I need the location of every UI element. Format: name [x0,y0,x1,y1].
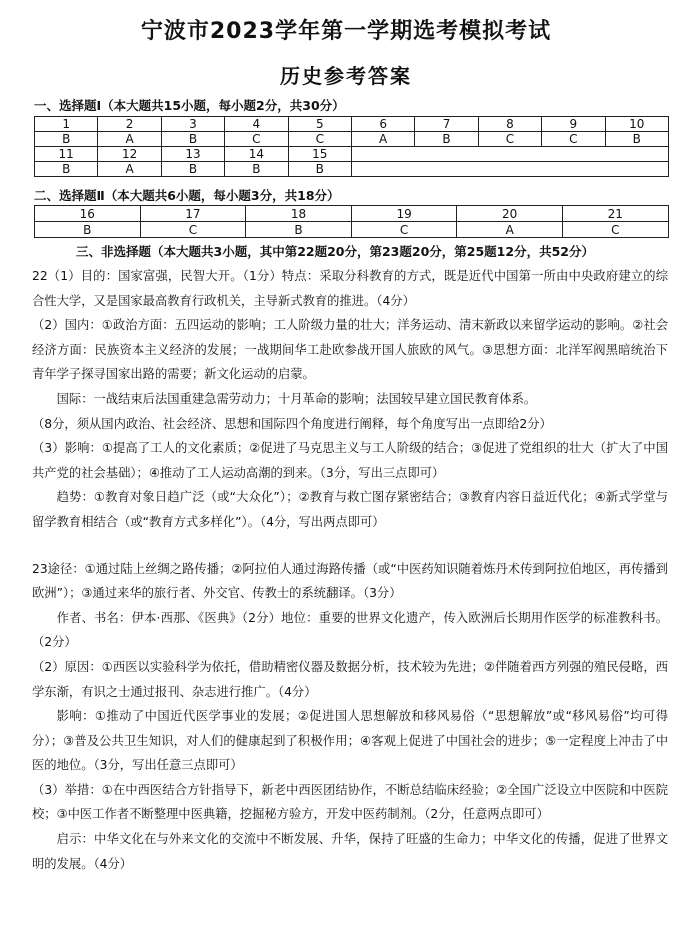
answer-cell: C [351,222,457,238]
question-number: 3 [161,117,224,132]
answer-cell: C [562,222,668,238]
table-row [35,147,669,162]
paragraph-q23-2-reason: （2）原因：①西医以实验科学为依托，借助精密仪器及数据分析，技术较为先进；②伴随着西方列强的殖民侵略，西学东渐，有识之士通过报刊、杂志进行推广。（4分） [32,659,668,699]
question-number: 14 [225,147,288,162]
answer-cell: B [415,132,478,147]
answer-key-title: 历史参考答案 [280,64,412,88]
table-row [35,206,669,222]
table-row [35,132,669,147]
question-number: 13 [161,147,224,162]
answer-cell: B [161,162,224,177]
question-number: 19 [351,206,457,222]
answer-cell: C [288,132,351,147]
answer-cell: B [246,222,352,238]
answer-cell: B [605,132,668,147]
question-number: 8 [478,117,541,132]
paragraph-q22-3-trend: 趋势：①教育对象日趋广泛（或“大众化”）；②教育与救亡图存紧密结合；③教育内容日益近代化；④新式学堂与留学教育相结合（或“教育方式多样化”）。（4分，写出两点即可） [32,490,668,529]
question-number: 5 [288,117,351,132]
paragraph-q22-2-international: 国际：一战结束后法国重建急需劳动力；十月革命的影响；法国较早建立国民教育体系。 [56,391,537,406]
answer-cell: B [35,162,98,177]
table-row [35,222,669,238]
answer-cell: A [457,222,563,238]
answer-cell: C [478,132,541,147]
question-number: 4 [225,117,288,132]
exam-title: 宁波市2023学年第一学期选考模拟考试 [140,19,552,44]
question-number: 15 [288,147,351,162]
question-number: 6 [351,117,414,132]
answer-cell: B [161,132,224,147]
section3-heading: 三、非选择题（本大题共3小题，其中第22题20分，第23题20分，第25题12分，共52分） [76,244,594,259]
section1-table [34,116,669,177]
question-number: 7 [415,117,478,132]
answer-cell: C [542,132,605,147]
section2-table [34,205,669,238]
table-row [35,117,669,132]
question-number: 12 [98,147,161,162]
paragraph-q22-2-domestic: （2）国内：①政治方面：五四运动的影响；工人阶级力量的壮大；洋务运动、清末新政以来留学运动的影响。②社会经济方面：民族资本主义经济的发展；一战期间华工赴欧参战开国人旅欧的风气。③思想方面：北洋军阀黑暗统治下青年学子探寻国家出路的需要；新文化运动的启蒙。 [32,318,668,382]
answer-cell: B [35,132,98,147]
paragraph-q23-3-insight: 启示：中华文化在与外来文化的交流中不断发展、升华，保持了旺盛的生命力；中华文化的传播，促进了世界文明的发展。（4分） [32,832,668,871]
question-number: 18 [246,206,352,222]
answer-cell: B [288,162,351,177]
answer-cell: C [140,222,246,238]
question-number: 9 [542,117,605,132]
answer-body [32,264,668,876]
paragraph-q22-1: 22（1）目的：国家富强，民智大开。（1分）特点：采取分科教育的方式，既是近代中国第一所由中央政府建立的综合性大学，又是国家最高教育行政机关，主导新式教育的推进。（4分） [32,269,668,308]
paragraph-q22-2-scoring: （8分，须从国内政治、社会经济、思想和国际四个角度进行阐释，每个角度写出一点即给2分） [32,416,552,431]
empty-cell [351,162,668,177]
answer-cell: A [98,132,161,147]
answer-cell: B [225,162,288,177]
question-number: 10 [605,117,668,132]
table-row [35,162,669,177]
question-number: 16 [35,206,141,222]
paragraph-q23-1-author: 作者、书名：伊本·西那、《医典》（2分）地位：重要的世界文化遗产，传入欧洲后长期用作医学的标准教科书。（2分） [32,610,668,650]
question-number: 11 [35,147,98,162]
answer-cell: A [351,132,414,147]
paragraph-q23-3-measures: （3）举措：①在中西医结合方针指导下，新老中西医团结协作，不断总结临床经验；②全国广泛设立中医院和中医院校；③中医工作者不断整理中医典籍，挖掘秘方验方，开发中医药制剂。（2分，任意两点即可） [32,782,668,822]
question-number: 20 [457,206,563,222]
paragraph-q22-3-impact: （3）影响：①提高了工人的文化素质；②促进了马克思主义与工人阶级的结合；③促进了党组织的壮大（扩大了中国共产党的社会基础）；④推动了工人运动高潮的到来。（3分，写出三点即可） [32,441,668,480]
question-number: 1 [35,117,98,132]
section1-heading: 一、选择题Ⅰ（本大题共15小题，每小题2分，共30分） [34,98,345,113]
question-number: 17 [140,206,246,222]
answer-cell: C [225,132,288,147]
question-number: 21 [562,206,668,222]
empty-cell [351,147,668,162]
answer-cell: A [98,162,161,177]
paragraph-q23-1-path: 23途径：①通过陆上丝绸之路传播；②阿拉伯人通过海路传播（或“中医药知识随着炼丹术传到阿拉伯地区，再传播到欧洲”）；③通过来华的旅行者、外交官、传教士的系统翻译。（3分） [32,561,668,601]
paragraph-q23-2-impact: 影响：①推动了中国近代医学事业的发展；②促进国人思想解放和移风易俗（“思想解放”或“移风易俗”均可得分）；③普及公共卫生知识，对人们的健康起到了积极作用；④客观上促进了中国社会的进步；⑤一定程度上冲击了中医的地位。（3分，写出任意三点即可） [32,709,668,773]
section2-heading: 二、选择题Ⅱ（本大题共6小题，每小题3分，共18分） [34,188,340,203]
question-number: 2 [98,117,161,132]
answer-cell: B [35,222,141,238]
